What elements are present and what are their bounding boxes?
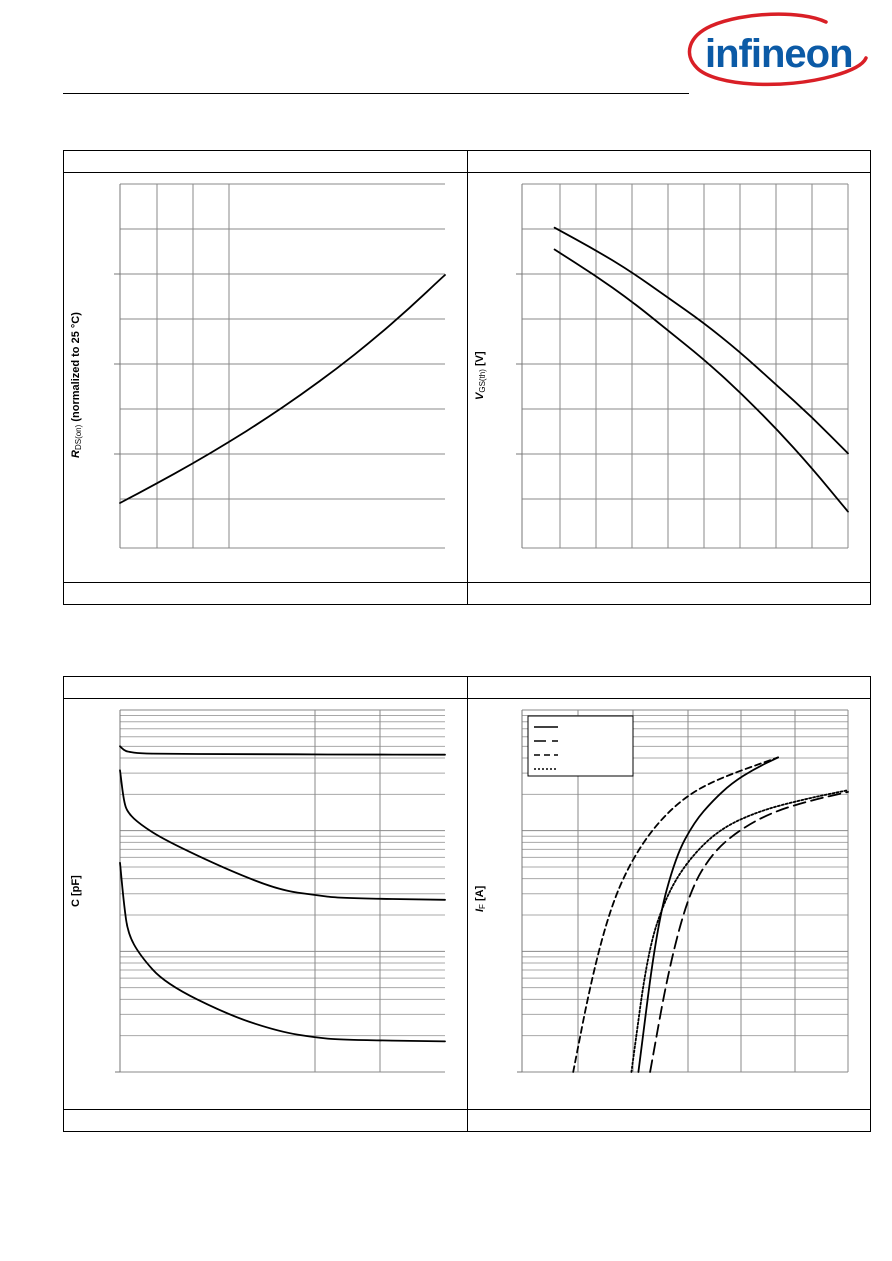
series-bottom-right-2 <box>650 792 848 1072</box>
chart-bottom-right <box>517 710 848 1072</box>
series-top-left-1 <box>120 275 445 503</box>
chart-top-left <box>114 184 445 548</box>
series-bottom-right-4 <box>631 790 848 1072</box>
ylabel-vgsth: $V_{GS(th)}$ [V] <box>474 351 487 400</box>
series-top-right-2 <box>555 250 848 512</box>
legend-box <box>528 716 633 776</box>
ylabel-rdson: $R_{DS(on)}$ (normalized to 25 °C) <box>70 312 83 458</box>
chart-top-right <box>516 184 848 548</box>
ylabel-capacitance: C [pF] <box>70 875 82 907</box>
ylabel-forward-current: $I_F$ [A] <box>474 885 487 912</box>
series-bottom-left-2 <box>120 770 445 900</box>
chart-bottom-left <box>115 710 445 1072</box>
logo-wordmark: infineon <box>705 32 853 76</box>
series-bottom-left-1 <box>120 746 445 755</box>
series-top-right-1 <box>555 228 848 454</box>
